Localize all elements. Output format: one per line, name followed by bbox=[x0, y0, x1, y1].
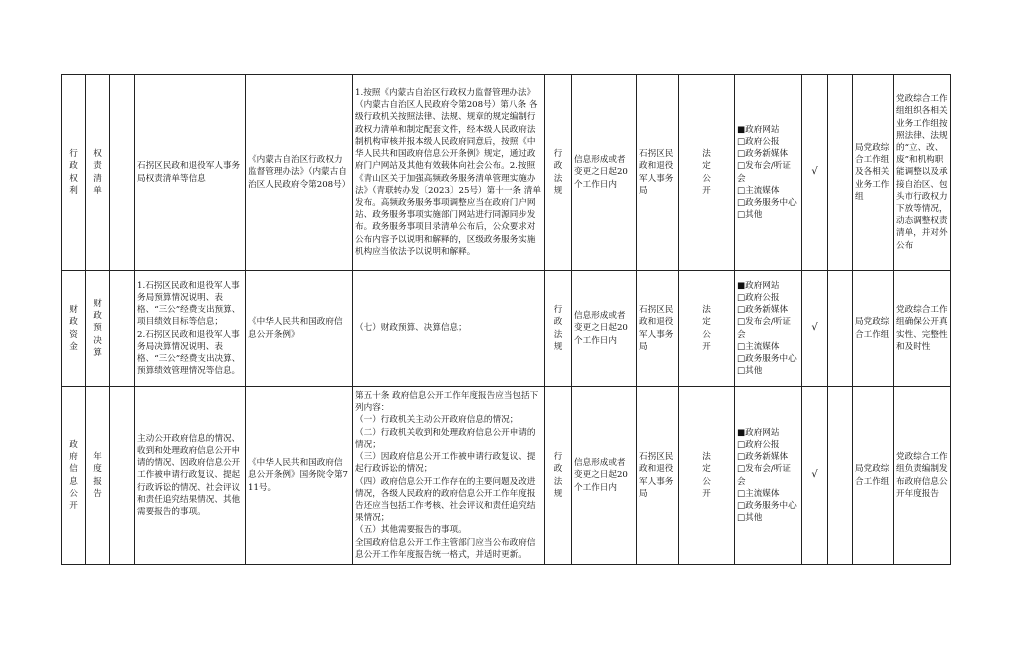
detail-cell: 1.按照《内蒙古自治区行政权力监督管理办法》（内蒙古自治区人民政府令第208号）第八条 各级行政机关按照法律、法规、规章的规定编制行政权力清单和制定配套文件，经本级人民政府法制机构审核并报本级人民政府同意后，按照《中华人民共和国政府信息公开条例》规定，通过政府门户网站及其他有效载体向社会公布。2.按照《青山区关于加强高频政务服务清单管理实施办法》（青联转办发〔2023〕25号）第十一条 清单发布。高频政务服务事项调整应当在政府门户网站、政务服务事项实施部门网站进行同源同步发布。政务服务事项目录清单公布后，公众要求对公布内容予以说明和解释的，区级政务服务实施机构应当依法予以说明和解释。 bbox=[353, 75, 545, 271]
method-cell: 法定公开 bbox=[679, 387, 735, 565]
basis-cell: 《中华人民共和国政府信息公开条例》国务院令第711号。 bbox=[246, 387, 353, 565]
blank-cell bbox=[110, 75, 135, 271]
table-row bbox=[62, 387, 951, 565]
method-cell: 法定公开 bbox=[679, 75, 735, 271]
channels-cell: ■政府网站 □政府公报 □政务新媒体 □发布会/听证会 □主流媒体 □政务服务中心 □其他 bbox=[735, 271, 802, 387]
law-type-cell: 行政法规 bbox=[545, 387, 572, 565]
remark-cell: 党政综合工作组确保公开真实性、完整性和及时性 bbox=[894, 271, 951, 387]
blank2-cell bbox=[828, 387, 853, 565]
item-cell: 权责清单 bbox=[86, 75, 110, 271]
basis-cell: 《中华人民共和国政府信息公开条例》 bbox=[246, 271, 353, 387]
dept-cell: 局党政综合工作组 bbox=[853, 387, 894, 565]
check-mark-cell: √ bbox=[802, 387, 828, 565]
channels-cell: ■政府网站 □政府公报 □政务新媒体 □发布会/听证会 □主流媒体 □政务服务中心 □其他 bbox=[735, 75, 802, 271]
time-limit-cell: 信息形成或者变更之日起20个工作日内 bbox=[572, 75, 637, 271]
table-row bbox=[62, 271, 951, 387]
channels-cell: ■政府网站 □政府公报 □政务新媒体 □发布会/听证会 □主流媒体 □政务服务中心 □其他 bbox=[735, 387, 802, 565]
blank-cell bbox=[110, 271, 135, 387]
dept-cell: 局党政综合工作组 bbox=[853, 271, 894, 387]
check-mark-cell: √ bbox=[802, 75, 828, 271]
subject-cell: 石拐区民政和退役军人事务局 bbox=[637, 387, 679, 565]
content-cell: 石拐区民政和退役军人事务局权责清单等信息 bbox=[135, 75, 246, 271]
subject-cell: 石拐区民政和退役军人事务局 bbox=[637, 75, 679, 271]
remark-cell: 党政综合工作组负责编制发布政府信息公开年度报告 bbox=[894, 387, 951, 565]
dept-cell: 局党政综合工作组及各相关业务工作组 bbox=[853, 75, 894, 271]
method-cell: 法定公开 bbox=[679, 271, 735, 387]
category-cell: 财政资金 bbox=[62, 271, 86, 387]
table-row bbox=[62, 75, 951, 271]
subject-cell: 石拐区民政和退役军人事务局 bbox=[637, 271, 679, 387]
remark-cell: 党政综合工作组组织各相关业务工作组按照法律、法规的“立、改、废”和机构职能调整以及承接自治区、包头市行政权力下放等情况，动态调整权责清单，并对外公布 bbox=[894, 75, 951, 271]
category-cell: 行政权利 bbox=[62, 75, 86, 271]
detail-cell: 第五十条 政府信息公开工作年度报告应当包括下列内容： （一）行政机关主动公开政府信息的情况； （二）行政机关收到和处理政府信息公开申请的情况； （三）因政府信息公开工作被申请行政复议、提起行政诉讼的情况； （四）政府信息公开工作存在的主要问题及改进情况，各级人民政府的政府信息公开工作年度报告还应当包括工作考核、社会评议和责任追究结果情况； （五）其他需要报告的事项。 全国政府信息公开工作主管部门应当公布政府信息公开工作年度报告统一格式，并适时更新。 bbox=[353, 387, 545, 565]
blank2-cell bbox=[828, 271, 853, 387]
check-mark-cell: √ bbox=[802, 271, 828, 387]
item-cell: 年度报告 bbox=[86, 387, 110, 565]
content-cell: 1.石拐区民政和退役军人事务局预算情况说明、表格、“三公”经费支出预算、项目绩效目标等信息； 2.石拐区民政和退役军人事务局决算情况说明、表格、“三公”经费支出决算、预算绩效管理情况等信息。 bbox=[135, 271, 246, 387]
category-cell: 政府信息公开 bbox=[62, 387, 86, 565]
item-cell: 财政预决算 bbox=[86, 271, 110, 387]
basis-cell: 《内蒙古自治区行政权力监督管理办法》（内蒙古自治区人民政府令第208号） bbox=[246, 75, 353, 271]
disclosure-table bbox=[61, 74, 951, 565]
blank2-cell bbox=[828, 75, 853, 271]
blank-cell bbox=[110, 387, 135, 565]
time-limit-cell: 信息形成或者变更之日起20个工作日内 bbox=[572, 271, 637, 387]
detail-cell: （七）财政预算、决算信息； bbox=[353, 271, 545, 387]
time-limit-cell: 信息形成或者变更之日起20个工作日内 bbox=[572, 387, 637, 565]
law-type-cell: 行政法规 bbox=[545, 75, 572, 271]
content-cell: 主动公开政府信息的情况、收到和处理政府信息公开申请的情况、因政府信息公开工作被申请行政复议、提起行政诉讼的情况、社会评议和责任追究结果情况、其他需要报告的事项。 bbox=[135, 387, 246, 565]
law-type-cell: 行政法规 bbox=[545, 271, 572, 387]
